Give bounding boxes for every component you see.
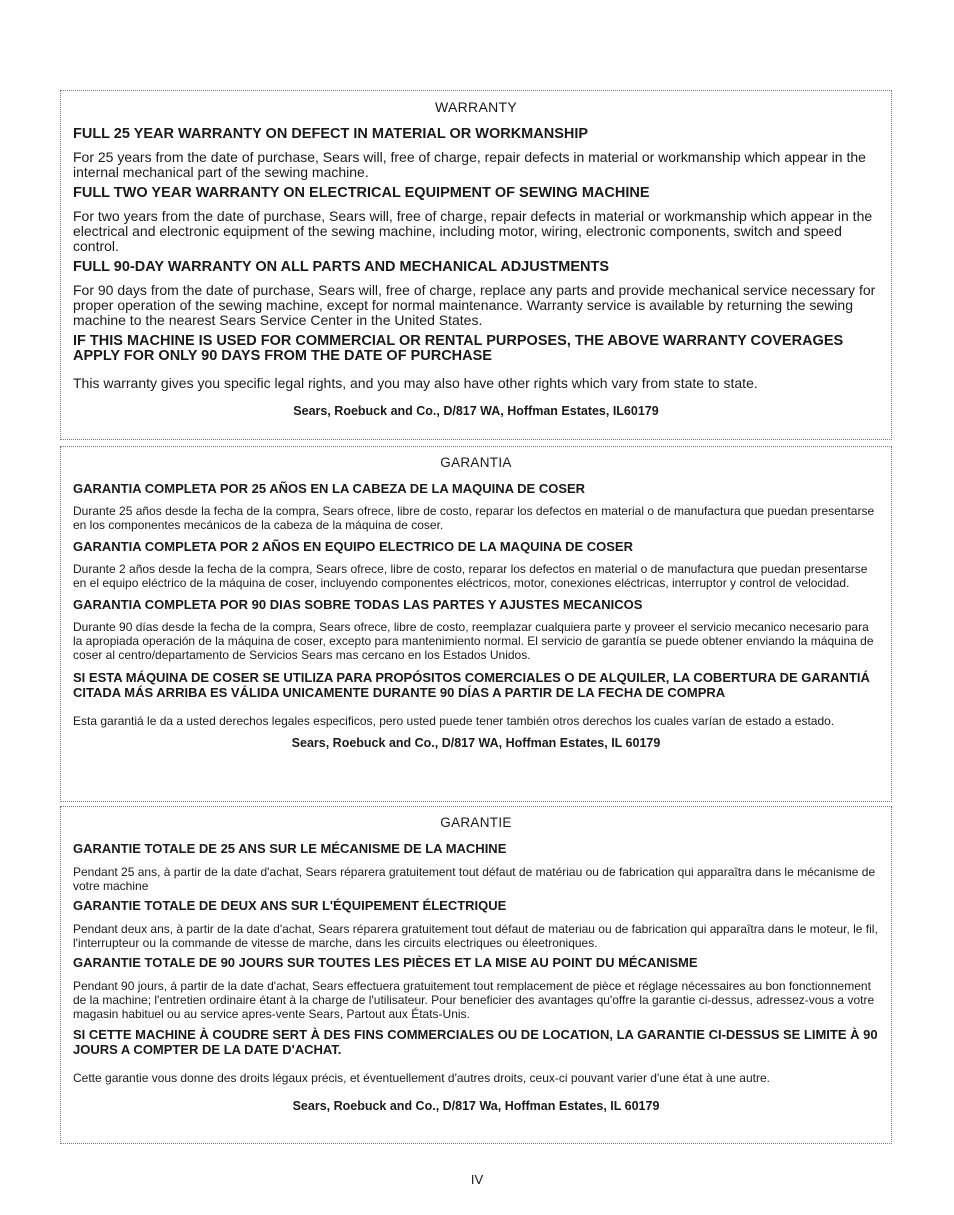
legal-rights-text: This warranty gives you specific legal rights, and you may also have other rights which vary from state to state. (73, 375, 758, 391)
warranty-title: GARANTIE (440, 815, 512, 830)
warranty-french-box (60, 806, 892, 1144)
sears-address: Sears, Roebuck and Co., D/817 Wa, Hoffman Estates, IL 60179 (292, 1099, 660, 1113)
section-text: Durante 2 años desde la fecha de la compra, Sears ofrece, libre de costo, reparar los defectos en material o de manufactura que puedan presentarse en el equipo eléctrico de la máquina de coser, incluyendo componentes eléctricos, motor, conexiones eléctricas, interruptor y control de velocidad. (73, 562, 868, 590)
commercial-notice: IF THIS MACHINE IS USED FOR COMMERCIAL OR RENTAL PURPOSES, THE ABOVE WARRANTY COVERAGES APPLY FOR ONLY 90 DAYS FROM THE DATE OF PURCHASE (73, 333, 844, 364)
section-text: For 25 years from the date of purchase, Sears will, free of charge, repair defects in material or workmanship which appear in the internal mechanical part of the sewing machine. (73, 149, 866, 180)
section-heading: GARANTIA COMPLETA POR 90 DIAS SOBRE TODAS LAS PARTES Y AJUSTES MECANICOS (73, 597, 643, 612)
section-text: Durante 25 años desde la fecha de la compra, Sears ofrece, libre de costo, reparar los defectos en material o de manufactura que puedan presentarse en los componentes mecánicos de la cabeza de la máquina de coser. (73, 504, 875, 532)
legal-rights-text: Esta garantiá le da a usted derechos legales especificos, pero usted puede tener también otros derechos los cuales varían de estado a estado. (73, 714, 835, 728)
sears-address: Sears, Roebuck and Co., D/817 WA, Hoffman Estates, IL 60179 (291, 736, 661, 750)
commercial-notice: SI ESTA MÁQUINA DE COSER SE UTILIZA PARA PROPÓSITOS COMERCIALES O DE ALQUILER, LA COBERTURA DE GARANTIÁ CITADA MÁS ARRIBA ES VÁLIDA UNICAMENTE DURANTE 90 DÍAS A PARTIR DE LA FECHA DE COMPRA (73, 670, 870, 700)
warranty-title: WARRANTY (435, 99, 517, 115)
section-heading: GARANTIE TOTALE DE 90 JOURS SUR TOUTES LES PIÈCES ET LA MISE AU POINT DU MÉCANISME (73, 955, 698, 970)
page-number: IV (470, 1172, 484, 1187)
section-heading: GARANTIA COMPLETA POR 25 AÑOS EN LA CABEZA DE LA MAQUINA DE COSER (73, 481, 586, 496)
section-text: For two years from the date of purchase, Sears will, free of charge, repair defects in material or workmanship which appear in the electrical and electronic equipment of the sewing machine, including motor, wiring, electronic components, switch and speed control. (73, 208, 873, 254)
warranty-title: GARANTIA (440, 455, 512, 470)
section-heading: FULL 90-DAY WARRANTY ON ALL PARTS AND MECHANICAL ADJUSTMENTS (73, 259, 609, 275)
warranty-english-box (60, 90, 892, 440)
section-heading: GARANTIE TOTALE DE DEUX ANS SUR L'ÉQUIPEMENT ÉLECTRIQUE (73, 898, 507, 913)
sears-address: Sears, Roebuck and Co., D/817 WA, Hoffman Estates, IL60179 (293, 404, 659, 418)
section-heading: FULL TWO YEAR WARRANTY ON ELECTRICAL EQUIPMENT OF SEWING MACHINE (73, 185, 650, 201)
section-heading: FULL 25 YEAR WARRANTY ON DEFECT IN MATERIAL OR WORKMANSHIP (73, 126, 589, 142)
section-text: Pendant deux ans, à partir de la date d'achat, Sears réparera gratuitement tout défaut de materiau ou de fabrication qui apparaîtra dans le moteur, le fil, l'interrupteur ou la commande de vitesse de marche, dans les circuits electriques ou éleetroniques. (73, 922, 878, 950)
section-heading: GARANTIA COMPLETA POR 2 AÑOS EN EQUIPO ELECTRICO DE LA MAQUINA DE COSER (73, 539, 633, 554)
warranty-spanish-box (60, 446, 892, 802)
section-text: Pendant 90 jours, á partir de la date d'achat, Sears effectuera gratuitement tout remplacement de pièce et réglage nécessaires au bon fonctionnement de la machine; l'entretien ordinaire étant à la charge de l'utilisateur. Pour beneficier des avantages qu'offre la garantie ci-dessus, adressez-vous a votre magasin habituel ou au service apres-vente Sears, Partout aux États-Unis. (73, 979, 875, 1021)
section-text: Durante 90 días desde la fecha de la compra, Sears ofrece, libre de costo, reemplazar cualquiera parte y proveer el servicio mecanico necesario para la apropiada operación de la máquina de coser, excepto para mantenimiento normal. El servicio de garantía se puede obtener enviando la máquina de coser al centro/departamento de Servicios Sears mas cercano en los Estados Unidos. (73, 620, 874, 662)
section-text: Pendant 25 ans, à partir de la date d'achat, Sears réparera gratuitement tout défaut de matériau ou de fabrication qui apparaîtra dans le mécanisme de votre machine (73, 865, 876, 893)
legal-rights-text: Cette garantie vous donne des droits légaux précis, et éventuellement d'autres droits, ceux-ci pouvant varier d'une état à une autre. (73, 1071, 770, 1085)
section-heading: GARANTIE TOTALE DE 25 ANS SUR LE MÉCANISME DE LA MACHINE (73, 841, 507, 856)
commercial-notice: SI CETTE MACHINE À COUDRE SERT À DES FINS COMMERCIALES OU DE LOCATION, LA GARANTIE CI-DESSUS SE LIMITE À 90 JOURS A COMPTER DE LA DATE D'ACHAT. (73, 1027, 878, 1057)
section-text: For 90 days from the date of purchase, Sears will, free of charge, replace any parts and provide mechanical service necessary for proper operation of the sewing machine, except for normal maintenance. Warranty service is available by returning the sewing machine to the nearest Sears Service Center in the United States. (73, 282, 876, 328)
